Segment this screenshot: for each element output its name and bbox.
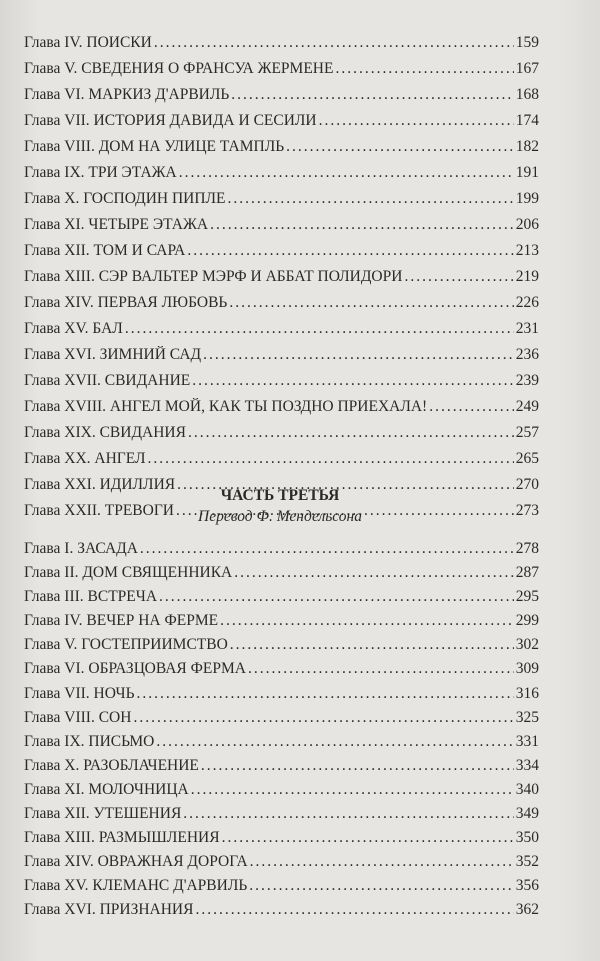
dot-leader	[234, 564, 514, 582]
toc-entry	[24, 372, 539, 398]
page-number: 270	[515, 476, 539, 493]
page-number: 174	[515, 112, 539, 129]
toc-entry	[24, 757, 539, 781]
page-number: 159	[515, 34, 539, 51]
chapter-title: Глава VII. НОЧЬ	[24, 684, 135, 702]
chapter-title: Глава XVI. ПРИЗНАНИЯ	[24, 901, 194, 919]
page-number: 219	[515, 268, 539, 285]
page-number: 334	[515, 756, 539, 774]
toc-entry	[24, 450, 539, 476]
chapter-title: Глава V. СВЕДЕНИЯ О ФРАНСУА ЖЕРМЕНЕ	[24, 60, 334, 77]
page-number: 278	[515, 540, 539, 557]
toc-entry	[24, 564, 539, 588]
part-heading: ЧАСТЬ ТРЕТЬЯ	[220, 487, 340, 504]
page-number: 362	[515, 901, 539, 919]
page-number: 295	[515, 588, 539, 606]
chapter-title: Глава III. ВСТРЕЧА	[24, 588, 158, 606]
toc-entry	[24, 588, 539, 612]
chapter-title: Глава XXI. ИДИЛЛИЯ	[24, 476, 176, 493]
dot-leader	[201, 757, 514, 775]
page-number: 273	[515, 502, 539, 519]
chapter-title: Глава XVII. СВИДАНИЕ	[24, 372, 191, 389]
dot-leader	[148, 450, 514, 468]
page-number: 213	[515, 242, 539, 259]
page-number: 226	[515, 294, 539, 311]
dot-leader	[125, 320, 514, 338]
page-number: 239	[515, 372, 539, 389]
chapter-title: Глава XIII. РАЗМЫШЛЕНИЯ	[24, 829, 220, 847]
chapter-title: Глава X. РАЗОБЛАЧЕНИЕ	[24, 756, 199, 774]
chapter-title: Глава XII. УТЕШЕНИЯ	[24, 805, 182, 823]
page-number: 249	[515, 398, 539, 415]
dot-leader	[156, 733, 513, 751]
page-number: 309	[515, 660, 539, 678]
chapter-title: Глава XI. ЧЕТЫРЕ ЭТАЖА	[24, 216, 209, 233]
chapter-title: Глава X. ГОСПОДИН ПИПЛЕ	[24, 190, 226, 207]
dot-leader	[404, 268, 513, 286]
page-number: 331	[515, 732, 539, 750]
toc-entry	[24, 216, 539, 242]
dot-leader	[429, 398, 514, 416]
chapter-title: Глава XI. МОЛОЧНИЦА	[24, 780, 189, 798]
page-number: 316	[515, 684, 539, 702]
chapter-title: Глава IX. ТРИ ЭТАЖА	[24, 164, 177, 181]
dot-leader	[229, 294, 513, 312]
chapter-title: Глава XV. БАЛ	[24, 320, 123, 337]
toc-entry	[24, 424, 539, 450]
chapter-title: Глава XX. АНГЕЛ	[24, 450, 146, 467]
toc-entry	[24, 164, 539, 190]
dot-leader	[192, 372, 514, 390]
chapter-title: Глава IV. ВЕЧЕР НА ФЕРМЕ	[24, 612, 219, 630]
page-number: 349	[515, 805, 539, 823]
toc-entry	[24, 320, 539, 346]
dot-leader	[137, 685, 514, 703]
dot-leader	[210, 216, 514, 234]
chapter-title: Глава XIV. ОВРАЖНАЯ ДОРОГА	[24, 853, 248, 871]
dot-leader	[195, 901, 513, 919]
dot-leader	[249, 877, 514, 895]
dot-leader	[183, 805, 513, 823]
toc-entry	[24, 636, 539, 660]
page-number: 299	[515, 612, 539, 630]
dot-leader	[335, 60, 513, 78]
dot-leader	[250, 853, 514, 871]
page-number: 350	[515, 829, 539, 847]
toc-part-two	[24, 34, 539, 528]
page-number: 167	[515, 60, 539, 77]
toc-entry	[24, 86, 539, 112]
dot-leader	[319, 112, 514, 130]
chapter-title: Глава V. ГОСТЕПРИИМСТВО	[24, 636, 228, 654]
toc-entry	[24, 346, 539, 372]
toc-part-three	[24, 540, 539, 926]
dot-leader	[231, 86, 513, 104]
toc-entry	[24, 34, 539, 60]
chapter-title: Глава VI. ОБРАЗЦОВАЯ ФЕРМА	[24, 660, 246, 678]
toc-entry	[24, 733, 539, 757]
dot-leader	[188, 424, 514, 442]
chapter-title: Глава XIX. СВИДАНИЯ	[24, 424, 186, 441]
translator-credit: Перевод Ф. Мендельсона	[198, 508, 362, 525]
chapter-title: Глава VII. ИСТОРИЯ ДАВИДА И СЕСИЛИ	[24, 112, 317, 129]
page-number: 231	[515, 320, 539, 337]
page-number: 236	[515, 346, 539, 363]
toc-entry	[24, 112, 539, 138]
dot-leader	[187, 242, 513, 260]
chapter-title: Глава II. ДОМ СВЯЩЕННИКА	[24, 564, 233, 582]
toc-entry	[24, 612, 539, 636]
dot-leader	[228, 190, 514, 208]
page-number: 265	[515, 450, 539, 467]
page-number: 199	[515, 190, 539, 207]
page-number: 302	[515, 636, 539, 654]
chapter-title: Глава XXII. ТРЕВОГИ	[24, 502, 174, 519]
chapter-title: Глава XV. КЛЕМАНС Д'АРВИЛЬ	[24, 877, 248, 895]
chapter-title: Глава VI. МАРКИЗ Д'АРВИЛЬ	[24, 86, 230, 103]
page-number: 182	[515, 138, 539, 155]
page-number: 287	[515, 564, 539, 582]
page-number: 191	[515, 164, 539, 181]
chapter-title: Глава XIII. СЭР ВАЛЬТЕР МЭРФ И АББАТ ПОЛИДОРИ	[24, 268, 403, 285]
page-number: 257	[515, 424, 539, 441]
toc-entry	[24, 242, 539, 268]
chapter-title: Глава IV. ПОИСКИ	[24, 34, 152, 51]
toc-entry	[24, 294, 539, 320]
page-number: 340	[515, 780, 539, 798]
page-number: 168	[515, 86, 539, 103]
dot-leader	[154, 34, 514, 52]
dot-leader	[133, 709, 513, 727]
chapter-title: Глава IX. ПИСЬМО	[24, 732, 155, 750]
chapter-title: Глава I. ЗАСАДА	[24, 540, 138, 557]
toc-entry	[24, 781, 539, 805]
toc-entry	[24, 138, 539, 164]
dot-leader	[140, 540, 514, 558]
toc-entry	[24, 805, 539, 829]
toc-entry	[24, 877, 539, 901]
dot-leader	[220, 612, 514, 630]
toc-entry	[24, 398, 539, 424]
toc-entry	[24, 853, 539, 877]
toc-entry	[24, 190, 539, 216]
chapter-title: Глава XVI. ЗИМНИЙ САД	[24, 346, 202, 363]
chapter-title: Глава VIII. ДОМ НА УЛИЦЕ ТАМПЛЬ	[24, 138, 285, 155]
chapter-title: Глава VIII. СОН	[24, 708, 132, 726]
toc-entry	[24, 268, 539, 294]
page-number: 352	[515, 853, 539, 871]
dot-leader	[191, 781, 514, 799]
dot-leader	[222, 829, 514, 847]
toc-entry	[24, 901, 539, 925]
dot-leader	[179, 164, 514, 182]
chapter-title: Глава XIV. ПЕРВАЯ ЛЮБОВЬ	[24, 294, 228, 311]
toc-entry	[24, 660, 539, 684]
page-number: 206	[515, 216, 539, 233]
dot-leader	[159, 588, 514, 606]
toc-entry	[24, 60, 539, 86]
toc-entry	[24, 709, 539, 733]
toc-entry	[24, 540, 539, 564]
chapter-title: Глава XII. ТОМ И САРА	[24, 242, 186, 259]
dot-leader	[248, 660, 514, 678]
dot-leader	[286, 138, 514, 156]
chapter-title: Глава XVIII. АНГЕЛ МОЙ, КАК ТЫ ПОЗДНО ПРИЕХАЛА!	[24, 398, 428, 415]
toc-entry	[24, 829, 539, 853]
dot-leader	[230, 636, 514, 654]
dot-leader	[203, 346, 514, 364]
page-number: 325	[515, 708, 539, 726]
toc-entry	[24, 685, 539, 709]
page-number: 356	[515, 877, 539, 895]
